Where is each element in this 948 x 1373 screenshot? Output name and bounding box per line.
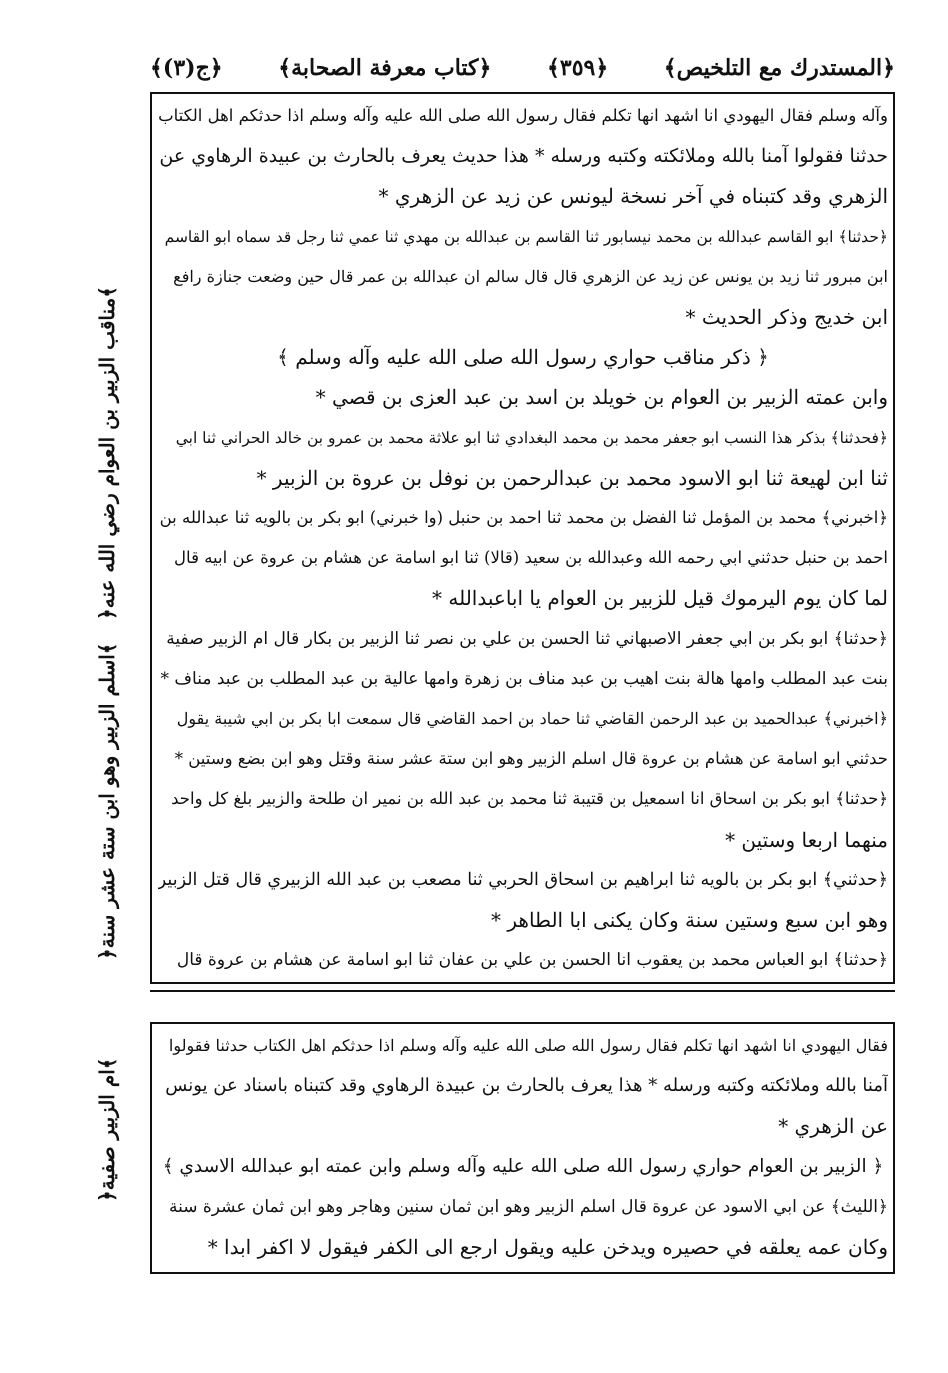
text-line: عن الزهري * [778,1114,888,1139]
text-line: لما كان يوم اليرموك قيل للزبير بن العوام يا اباعبدالله * [432,586,888,611]
text-line: ﴿حدثني﴾ ابو بكر بن بالويه ثنا ابراهيم بن اسحاق الحربي ثنا مصعب بن عبد الله الزبيري قال قتل الزبير [158,869,888,890]
main-text [158,96,888,980]
text-line: منهما اربعا وستين * [725,827,888,852]
text-line: ﴿الليث﴾ عن ابي الاسود عن عروة قال اسلم الزبير وهو ابن ثمان سنين وهاجر وهو ابن ثمان عشرة سنة [168,1196,888,1217]
text-line: ﴿حدثنا﴾ ابو بكر بن ابي جعفر الاصبهاني ثنا الحسن بن علي بن نصر ثنا الزبير بن بكار قال ام الزبير صفية [166,628,888,649]
text-line: ﴿حدثنا﴾ ابو العباس محمد بن يعقوب انا الحسن بن علي بن عفان ثنا ابو اسامة عن هشام بن عروة قال [176,950,888,971]
header-volume: ﴿ج(٣)﴾ [150,55,223,81]
margin-note: ﴿اسلم الزبير وهو ابن ستة عشر سنة﴾ [95,642,119,960]
text-line: ﴿اخبرني﴾ محمد بن المؤمل ثنا الفضل بن محمد ثنا احمد بن حنبل (وا خبرني) ابو بكر بن بالويه ثنا عبدالله بن [159,508,888,527]
header-running-title: ﴿المستدرك مع التلخيص﴾ [663,55,895,81]
text-line: ابن خديج وذكر الحديث * [685,305,888,329]
page-header [150,48,895,88]
margin-note: ﴿ام الزبير صفية﴾ [95,1057,119,1203]
summary-text [158,1026,888,1270]
text-line: بنت عبد المطلب وامها هالة بنت اهيب بن عبد مناف بن زهرة وامها عالية بن عبد المطلب بن عبد مناف * [160,668,888,689]
text-line: وآله وسلم فقال اليهودي انا اشهد انها تكلم فقال رسول الله صلى الله عليه وآله وسلم اذا حدثكم اهل الكتاب [158,106,888,125]
text-line: احمد بن حنبل حدثني ابي رحمه الله وعبدالله بن سعيد (قالا) ثنا ابو اسامة عن هشام بن عروة عن ابيه قال [174,548,888,568]
text-line: حدثنا فقولوا آمنا بالله وملائكته وكتبه ورسله * هذا حديث يعرف بالحارث بن عبيدة الرهاوي عن [159,145,888,168]
text-line: وكان عمه يعلقه في حصيره ويدخن عليه ويقول ارجع الى الكفر فيقول لا اكفر ابدا * [207,1235,888,1259]
text-line: ﴿حدثنا﴾ ابو القاسم عبدالله بن محمد نيسابور ثنا القاسم بن عبدالله بن مهدي ثنا عمي ثنا رجل قد سماه ابو القاسم [164,227,888,246]
text-line: حدثني ابو اسامة عن هشام بن عروة قال اسلم الزبير وهو ابن ستة عشر سنة وقتل وهو ابن بضع وستين * [174,749,888,769]
text-line: ﴿ ذكر مناقب حواري رسول الله صلى الله عليه وآله وسلم ﴾ [277,345,769,370]
header-page-number: ﴿٣٥٩﴾ [546,55,609,81]
text-line: وهو ابن سبع وستين سنة وكان يكنى ابا الطاهر * [491,908,888,932]
text-line: ﴿اخبرني﴾ عبدالحميد بن عبد الرحمن القاضي ثنا حماد بن احمد القاضي قال سمعت ابا بكر بن ابي شيبة يقول [176,709,888,728]
margin-note: ﴿مناقب الزبير بن العوام رضي الله عنه﴾ [95,286,119,620]
text-line: فقال اليهودي انا اشهد انها تكلم فقال رسول الله صلى الله عليه وآله وسلم اذا حدثكم اهل الكتاب حدثنا فقولوا [168,1036,888,1055]
text-line: وابن عمته الزبير بن العوام بن خويلد بن اسد بن عبد العزى بن قصي * [315,385,888,410]
text-line: ثنا ابن لهيعة ثنا ابو الاسود محمد بن عبدالرحمن بن نوفل بن عروة بن الزبير * [256,465,888,490]
text-line: ﴿حدثنا﴾ ابو بكر بن اسحاق انا اسمعيل بن قتيبة ثنا محمد بن عبد الله بن نمير ان طلحة والزبير بلغ كل واحد [171,789,888,809]
text-line: ﴿ الزبير بن العوام حواري رسول الله صلى الله عليه وآله وسلم وابن عمته ابو عبدالله الاسدي ﴾ [162,1155,884,1177]
text-line: آمنا بالله وملائكته وكتبه ورسله * هذا يعرف بالحارث بن عبيدة الرهاوي وقد كتبناه باسناد عن يونس [165,1075,888,1097]
text-line: ابن مبرور ثنا زيد بن يونس عن زيد عن الزهري قال قال سالم ان عبدالله بن عمر قال حين وضعت جنازة رافع [173,266,888,286]
separator-rule [150,990,895,992]
text-line: ﴿فحدثنا﴾ بذكر هذا النسب ابو جعفر محمد بن محمد البغدادي ثنا ابو علاثة محمد بن عمرو بن خالد الحراني ثنا ابي [175,428,888,447]
text-line: الزهري وقد كتبناه في آخر نسخة ليونس عن زيد عن الزهري * [378,184,888,209]
header-book-title: ﴿كتاب معرفة الصحابة﴾ [278,55,492,81]
